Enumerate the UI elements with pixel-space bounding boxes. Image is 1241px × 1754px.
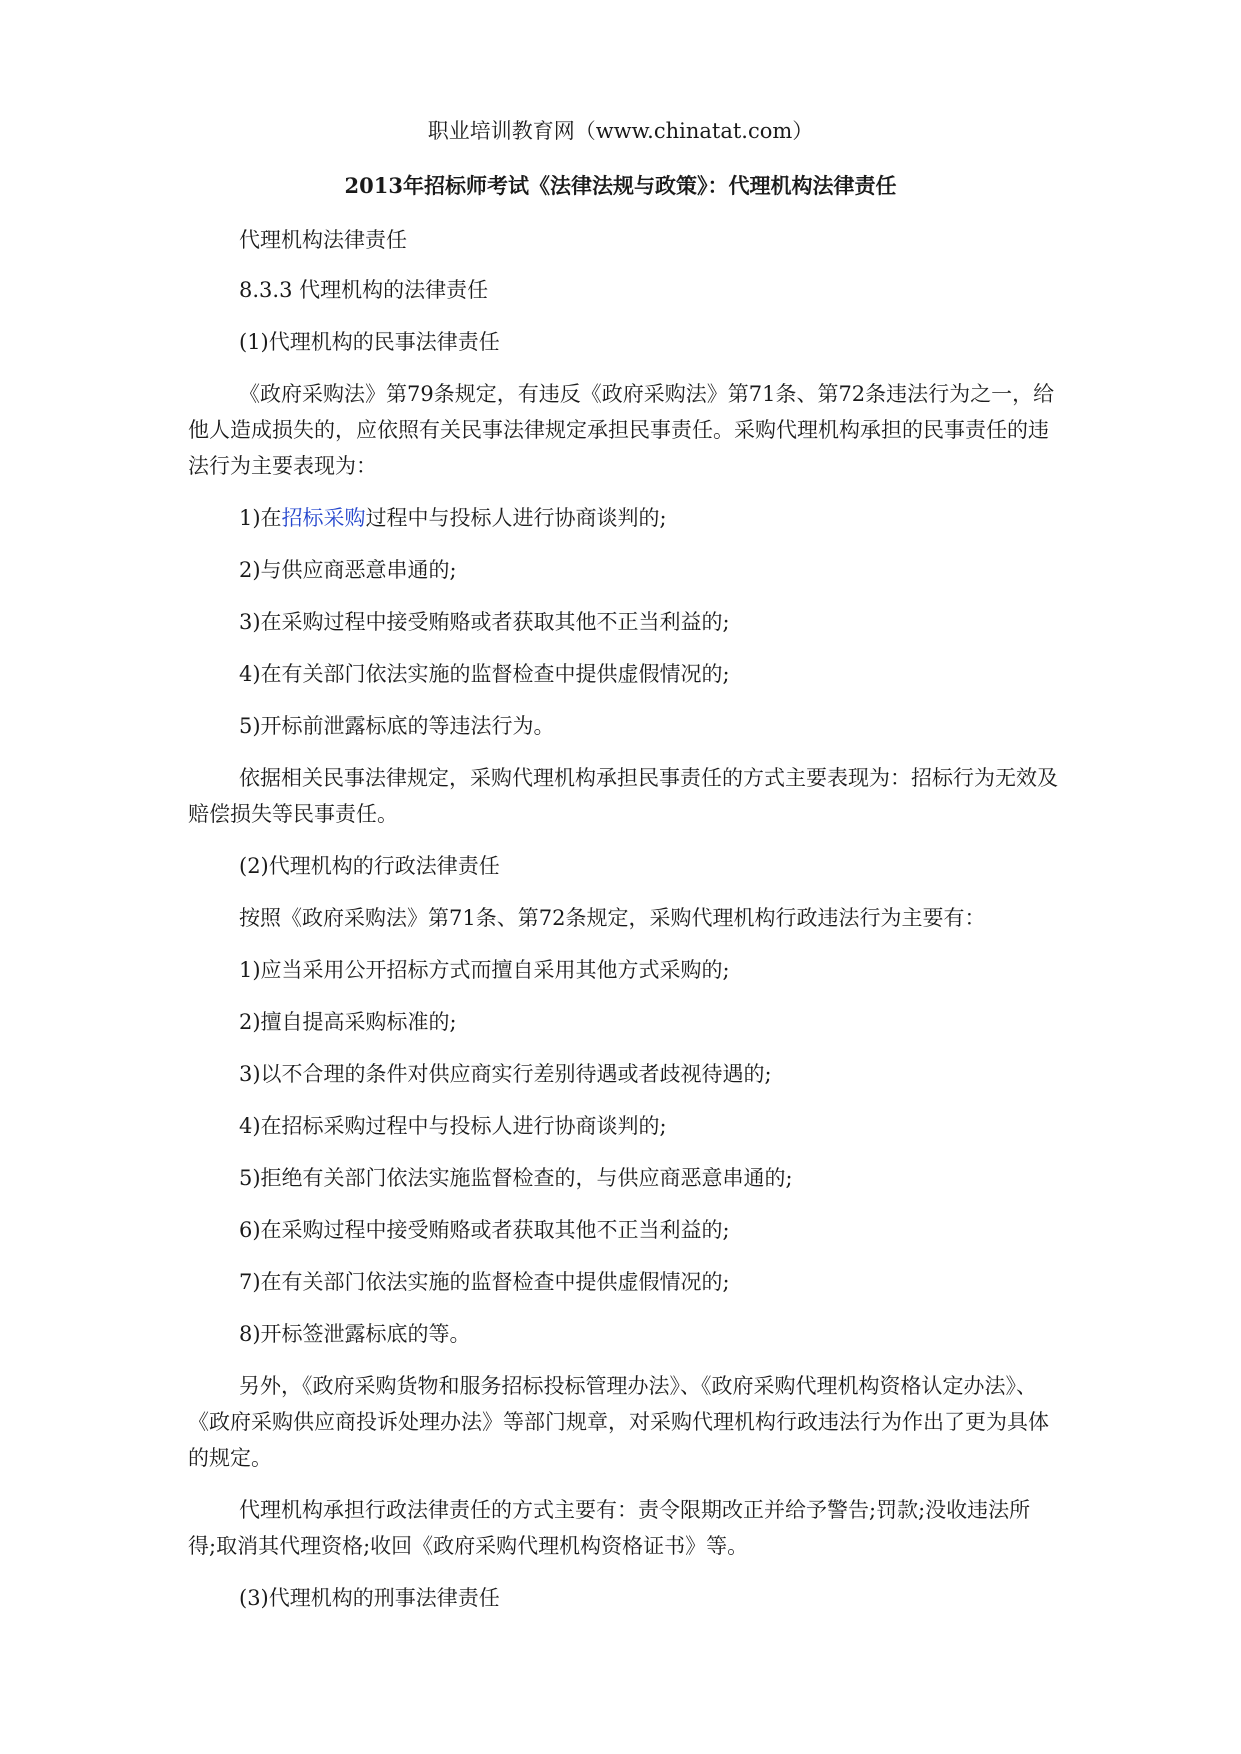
paragraph: 按照《政府采购法》第71条、第72条规定，采购代理机构行政违法行为主要有：	[239, 906, 986, 930]
list-item-suffix: 过程中与投标人进行协商谈判的;	[365, 506, 667, 530]
list-item	[188, 500, 1058, 536]
list-item: 3)以不合理的条件对供应商实行差别待遇或者歧视待遇的;	[239, 1062, 772, 1086]
subsection-heading: (3)代理机构的刑事法律责任	[239, 1586, 500, 1610]
document-body	[188, 222, 1058, 1632]
list-item: 5)开标前泄露标底的等违法行为。	[239, 714, 555, 738]
paragraph: 代理机构承担行政法律责任的方式主要有：责令限期改正并给予警告;罚款;没收违法所得;取消其代理资格;收回《政府采购代理机构资格证书》等。	[188, 1498, 1031, 1558]
list-item: 7)在有关部门依法实施的监督检查中提供虚假情况的;	[239, 1270, 730, 1294]
paragraph: 代理机构法律责任	[239, 228, 407, 252]
list-item: 5)拒绝有关部门依法实施监督检查的，与供应商恶意串通的;	[239, 1166, 793, 1190]
list-item: 4)在有关部门依法实施的监督检查中提供虚假情况的;	[239, 662, 730, 686]
paragraph: 依据相关民事法律规定，采购代理机构承担民事责任的方式主要表现为：招标行为无效及赔偿损失等民事责任。	[188, 766, 1058, 826]
list-item: 8)开标签泄露标底的等。	[239, 1322, 471, 1346]
list-item: 3)在采购过程中接受贿赂或者获取其他不正当利益的;	[239, 610, 730, 634]
subsection-heading: (1)代理机构的民事法律责任	[239, 330, 500, 354]
list-item: 6)在采购过程中接受贿赂或者获取其他不正当利益的;	[239, 1218, 730, 1242]
list-item: 2)与供应商恶意串通的;	[239, 558, 457, 582]
list-item-prefix: 1)在	[239, 506, 282, 530]
section-heading: 8.3.3 代理机构的法律责任	[239, 278, 489, 302]
subsection-heading: (2)代理机构的行政法律责任	[239, 854, 500, 878]
list-item: 1)应当采用公开招标方式而擅自采用其他方式采购的;	[239, 958, 730, 982]
zhaobiao-caigou-link[interactable]: 招标采购	[281, 506, 366, 530]
document-title: 2013年招标师考试《法律法规与政策》：代理机构法律责任	[344, 173, 897, 198]
list-item: 4)在招标采购过程中与投标人进行协商谈判的;	[239, 1114, 667, 1138]
paragraph: 《政府采购法》第79条规定，有违反《政府采购法》第71条、第72条违法行为之一，给他人造成损失的，应依照有关民事法律规定承担民事责任。采购代理机构承担的民事责任的违法行为主要表现为：	[188, 382, 1055, 478]
site-header: 职业培训教育网（www.chinatat.com）	[427, 119, 814, 143]
list-item: 2)擅自提高采购标准的;	[239, 1010, 457, 1034]
paragraph: 另外，《政府采购货物和服务招标投标管理办法》、《政府采购代理机构资格认定办法》、《政府采购供应商投诉处理办法》等部门规章，对采购代理机构行政违法行为作出了更为具体的规定。	[188, 1374, 1049, 1470]
